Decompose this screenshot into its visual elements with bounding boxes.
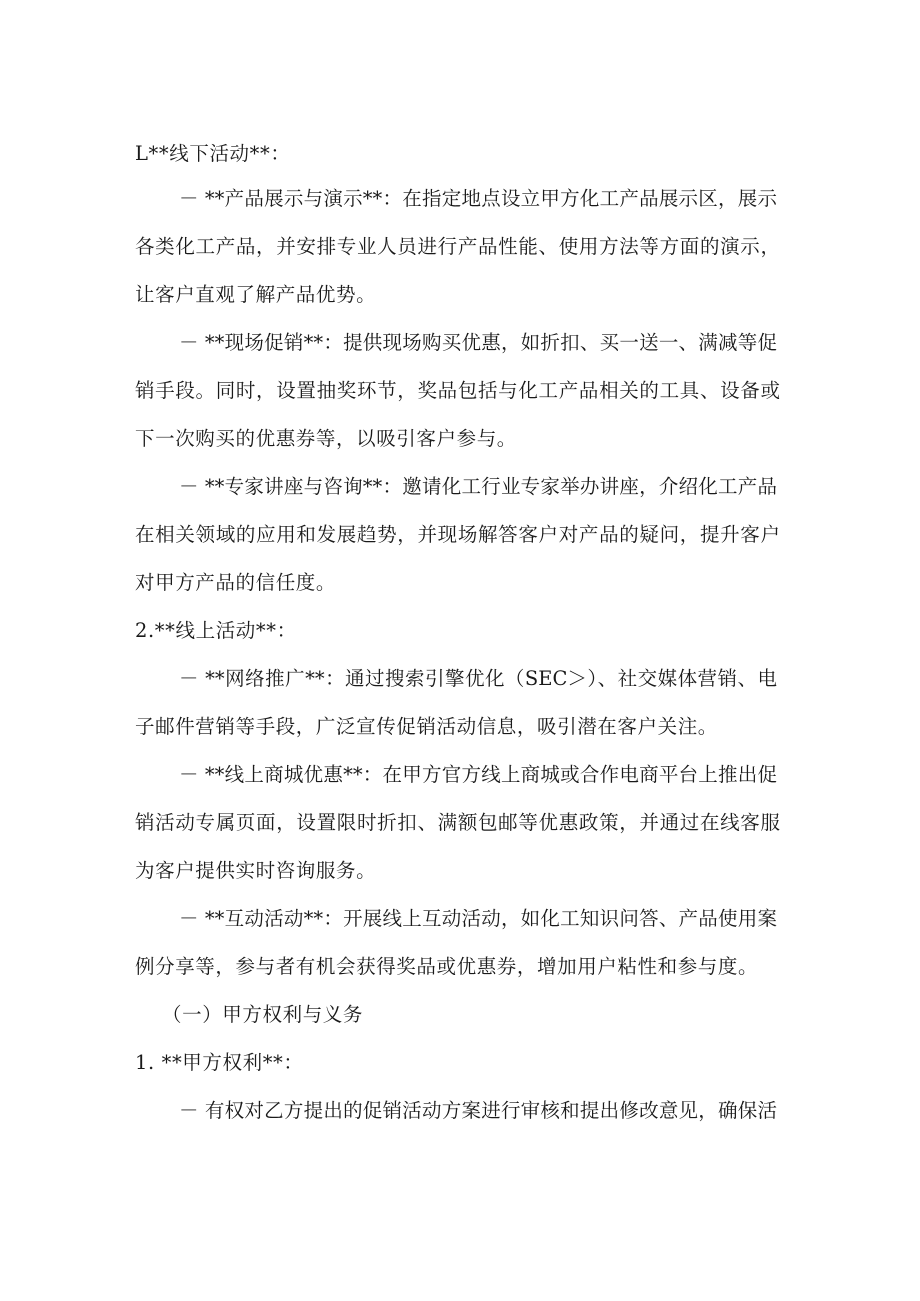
text-line: 对甲方产品的信任度。 — [135, 571, 337, 594]
text-line: － **产品展示与演示**：在指定地点设立甲方化工产品展示区，展示 — [179, 187, 777, 210]
text-line: 子邮件营销等手段，广泛宣传促销活动信息，吸引潜在客户关注。 — [135, 715, 718, 738]
text-line: 下一次购买的优惠券等，以吸引客户参与。 — [135, 427, 517, 450]
section-heading-party-a: （一）甲方权利与义务 — [162, 1003, 364, 1026]
text-line: － 有权对乙方提出的促销活动方案进行审核和提出修改意见，确保活 — [179, 1099, 777, 1122]
text-line: － **线上商城优惠**：在甲方官方线上商城或合作电商平台上推出促 — [179, 763, 777, 786]
text-line: － **网络推广**：通过搜索引擎优化（SEC＞）、社交媒体营销、电 — [179, 667, 777, 690]
text-line: 让客户直观了解产品优势。 — [135, 283, 377, 306]
text-line: 销活动专属页面，设置限时折扣、满额包邮等优惠政策，并通过在线客服 — [135, 811, 780, 834]
text-line: － **专家讲座与咨询**：邀请化工行业专家举办讲座，介绍化工产品 — [179, 475, 777, 498]
text-line: 销手段。同时，设置抽奖环节，奖品包括与化工产品相关的工具、设备或 — [135, 379, 780, 402]
text-line: 例分享等，参与者有机会获得奖品或优惠券，增加用户粘性和参与度。 — [135, 955, 759, 978]
text-line: － **现场促销**：提供现场购买优惠，如折扣、买一送一、满减等促 — [179, 331, 777, 354]
section-heading-party-a-rights: 1. **甲方权利**： — [135, 1051, 304, 1074]
text-line: 在相关领域的应用和发展趋势，并现场解答客户对产品的疑问，提升客户 — [135, 523, 780, 546]
text-line: － **互动活动**：开展线上互动活动，如化工知识问答、产品使用案 — [179, 907, 777, 930]
text-line: 各类化工产品，并安排专业人员进行产品性能、使用方法等方面的演示， — [135, 235, 780, 258]
section-heading-online: 2.**线上活动**： — [135, 619, 297, 642]
section-heading-offline: L**线下活动**： — [135, 142, 291, 165]
text-line: 为客户提供实时咨询服务。 — [135, 859, 377, 882]
